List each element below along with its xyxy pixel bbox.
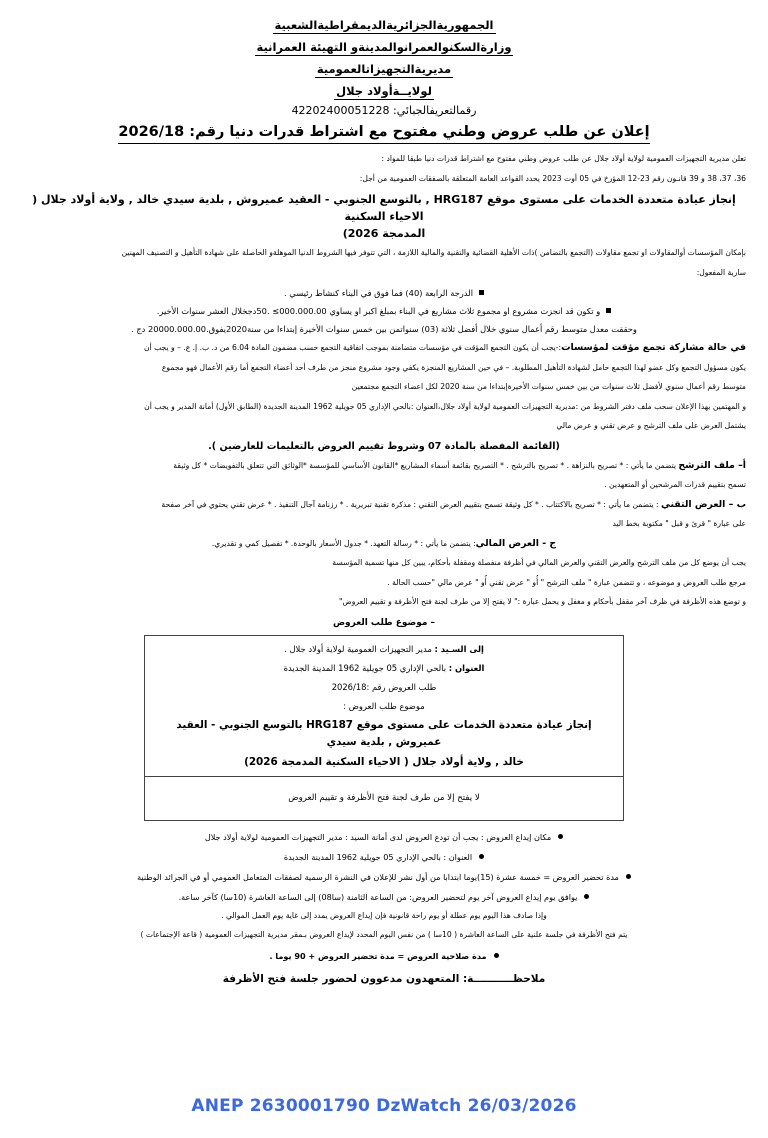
letterhead-line-ministry: وزارةالسكنوالعمرانوالمدينةو التهيئة العمرانية	[256, 40, 512, 54]
temporary-group-paragraph-4: و المهتمين بهذا الإعلان سحب ملف دفتر الشروط من :مديرية التجهيزات العمومية لولاية أولاد جلال،العنوان :بالحي الإداري 05 جويلية 1962 المدينة الجديدة (الطابق الأول) أمانة المدير و يجب أن	[144, 401, 746, 411]
envelope-rule-2: مرجع طلب العروض و موضوعه ، و تتضمن عبارة " ملف الترشح " أُو " عرض تقني أُو " عرض مالي "حسب الحالة .	[387, 577, 746, 587]
list-item	[22, 948, 746, 964]
letterhead-line-wilaya: لولايــةأولاد جلال	[336, 84, 432, 98]
round-bullet-icon	[558, 834, 563, 839]
offer-validity-text: مدة صلاحية العروض = مدة تحضير العروض + 90 يوما .	[269, 950, 487, 961]
eligibility-conditions-list	[22, 285, 746, 337]
remark-label: ملاحظـــــــــــة:	[462, 972, 546, 985]
eligibility-paragraph: بإمكان المؤسسات أوالمقاولات او تجمع مقاولات (التجمع بالتضامن )ذات الأهلية القضائية والتقنية والمالية اللازمة ، التي تتوفر فيها الشروط الدنيا الموهلةو الحاصلة على شهادة التأهيل و التصنيف المهنين	[121, 248, 746, 257]
footer	[0, 1096, 768, 1116]
temporary-group-paragraph-3: متوسط رقم أعمال سنوي لأفضل ثلاث سنوات من بين خمس سنوات الأخيرةإبتداءا من سنة 2020 لكل اعضاء التجمع مجتمعين	[351, 382, 746, 391]
letterhead-line-republic: الجمهوريةالجزائريةالديمقراطيةالشعبية	[274, 18, 494, 32]
offers-evaluation-headline: (القائمة المفصلة بالمادة 07 وشروط تقييم العروض بالتعليمات للعارضين ).	[208, 440, 560, 452]
section-c-financial-offer	[22, 537, 746, 552]
deposit-item-text: العنوان : بالحي الإداري 05 جويلية 1962 المدينة الجديدة	[283, 851, 473, 862]
temporary-group-paragraph-1	[22, 341, 746, 356]
round-bullet-icon	[584, 894, 589, 899]
condition-text: الدرجة الرابعة (40) فما فوق في البناء كنشاط رئيسي .	[284, 288, 473, 298]
temporary-group-paragraph-2: يكون مسؤول التجمع وكل عضو لهذا التجمع حامل لشهادة التأهيل المطلوبة. – في حين المشاريع المنجزة يكفي وجود مشروع منجز من طرف أحد أعضاء التجمع أما رقم الأعمال فهو مجموع	[161, 362, 746, 372]
section-c-label: ج - العرض المالي	[475, 537, 557, 549]
letterhead-line-directorate: مديريةالتجهيزاتالعمومية	[316, 62, 452, 76]
request-box-to-line	[157, 641, 611, 657]
project-title-line-2: المدمجة 2026)	[342, 227, 426, 240]
condition-text: و تكون قد انجزت مشروع او مجموع ثلاث مشاريع في البناء بمبلغ اكبر او يساوي 000.000.00≥ .50دجخلال العشر سنوات الأخير.	[156, 306, 601, 316]
project-title	[22, 191, 746, 242]
tax-identification-number: رقمالتعريفالجبائي: 42202400051228	[291, 104, 477, 117]
list-item	[22, 303, 746, 319]
section-b-technical-offer	[22, 498, 746, 513]
list-item	[22, 321, 746, 337]
request-box-to-label: إلى السـيد :	[434, 643, 484, 654]
request-box-tender-number: طلب العروض رقم :2026/18	[331, 681, 437, 692]
request-box-address-label: العنوان :	[448, 662, 485, 673]
section-a-text-continued: تسمح بتقييم قدرات المرشحين أو المتعهدين .	[604, 480, 746, 489]
envelope-opening-note: يتم فتح الأظرفة في جلسة علنية على الساعة العاشرة ( 10سا ) من نفس اليوم المحدد لإيداع العروض بـمقر مديرية التجهيزات العمومية ( قاعة الإجتماعات )	[140, 930, 628, 940]
remark-line	[22, 970, 746, 988]
request-box-address-cell	[145, 636, 623, 776]
request-box-subject-label: موضوع طلب العروض :	[343, 700, 425, 711]
list-item	[22, 285, 746, 301]
round-bullet-icon	[626, 874, 631, 879]
project-title-line-1: إنجاز عيادة متعددة الخدمات على مستوى موقع HRG187 , بالتوسع الجنوبي - العقيد عميروش , بلدية سيدي خالد , ولاية أولاد جلال ( الاحياء السكنية	[32, 193, 736, 223]
envelope-rule-3: و توضع هذه الأظرفة في ظرف آخر مقفل بأحكام و مغفل و يحمل عبارة :" لا يفتح إلا من طرف لجنة فتح الأظرفة و تقييم العروض"	[339, 597, 746, 606]
deposit-item-text: يوافق يوم إيداع العروض آخر يوم لتحضير العروض: من الساعة الثامنة (سا08) إلى الساعة العاشرة (10سا) كآخر ساعة.	[178, 891, 578, 902]
temporary-group-heading: في حالة مشاركة تجمع مؤقت لمؤسسات	[561, 342, 746, 353]
deposit-item-text: مكان إيداع العروض : يجب أن تودع العروض لدى أمانة السيد : مدير التجهيزات العمومية لولاية أولاد جلال	[204, 831, 552, 842]
section-b-text-continued: على عبارة " قرئ و قبل " مكتوبة بخط اليد	[612, 519, 746, 528]
envelope-rule-1: يجب أن يوضع كل من ملف الترشح والعرض التقني والعرض المالي في أظرفة منفصلة ومقفلة بأحكام، يبين كل منها تسمية المؤسسة	[332, 558, 746, 567]
section-a-candidacy-file	[22, 459, 746, 474]
intro-paragraph-2: 36، 37، 38 و 39 قانـون رقم 23-12 المؤرخ في 05 أوت 2023 يحدد القواعد العامة المتعلقة بالصفقات العمومية من أجل:	[359, 173, 746, 183]
request-box-subject-line-2: خالد , ولاية أولاد جلال ( الاحياء السكنية المدمجة 2026)	[244, 755, 524, 768]
offer-envelope-template-box	[144, 635, 624, 821]
section-c-text: : يتضمن ما يأتي : * رسالة التعهد. * جدول الأسعار بالوحدة. * تفصيل كمي و تقديري.	[211, 538, 476, 548]
eligibility-validity: سارية المفعول:	[696, 267, 746, 277]
letterhead	[22, 14, 746, 150]
list-item	[22, 829, 746, 845]
request-box-sealed-note: لا يفتح إلا من طرف لجنة فتح الأظرفة و تقييم العروض	[288, 793, 480, 804]
temporary-group-paragraph-5: يشتمل العرض على ملف الترشح و عرض تقني و عرض مالي	[556, 421, 746, 430]
offers-subject-marker: – موضوع طلب العروض	[332, 617, 436, 628]
request-box-address-line	[157, 660, 611, 676]
offer-validity-list	[22, 948, 746, 964]
list-item	[22, 869, 746, 885]
request-box-sealed-cell	[145, 776, 623, 820]
deposit-info-list	[22, 829, 746, 905]
section-a-label: أ– ملف الترشح	[678, 459, 746, 471]
request-box-to-value: مدير التجهيزات العمومية لولاية أولاد جلال .	[284, 643, 435, 654]
section-b-label: ب – العرض التقني	[661, 498, 746, 510]
section-b-text: : يتضمن ما يأتي : * تصريح بالاكتتاب . * كل وثيقة تسمح بتقييم العرض التقني : مذكرة تقنية تبريرية . * رزنامة آجال التنفيذ . * عرض تقني يحتوي في آخر صفحة	[161, 499, 661, 509]
deposit-holiday-note: وإذا صادف هذا اليوم يوم عطلة أو يوم راحة قانونية فإن إيداع العروض يمدد إلى غاية يوم العمل الموالي .	[221, 910, 547, 920]
intro-paragraph-1: تعلن مديرية التجهيزات العمومية لولاية أولاد جلال عن طلب عروض وطني مفتوح مع اشتراط قدرات دنيا طبقا للمواد :	[381, 154, 746, 163]
condition-text: وحققت معدل متوسط رقم أعمال سنوي خلال أفضل ثلاثة (03) سنواتمن بين خمس سنوات الأخيرة إبتداءا من سنة2020يفوق.20000.000.00 دج .	[131, 324, 637, 334]
square-bullet-icon	[479, 290, 484, 295]
request-box-subject-line-1: إنجاز عيادة متعددة الخدمات على مستوى موقع HRG187 بالتوسع الجنوبي - العقيد عميروش , بلدية سيدي	[176, 718, 592, 748]
deposit-item-text: مدة تحضير العروض = خمسة عشرة (15)يوما ابتدابا من أول نشر للإعلان في النشرة الرسمية لصفقات المتعامل العمومي أو في الجرائد الوطنية	[137, 871, 619, 882]
anep-reference: ANEP 2630001790 DzWatch 26/03/2026	[191, 1096, 577, 1116]
round-bullet-icon	[479, 854, 484, 859]
list-item	[22, 849, 746, 865]
remark-text: المتعهدون مدعوون لحضور جلسة فتح الأظرفة	[222, 972, 463, 985]
temporary-group-text-1: :-يجب أن يكون التجمع المؤقت في مؤسسات متضامنة بموجب اتفاقية التجمع حسب مضمون المادة 6.04 من د. ب. إ. ع. – و يجب أن	[144, 343, 562, 352]
round-bullet-icon	[494, 953, 499, 958]
request-box-address-value: بالحي الإداري 05 جويلية 1962 المدينة الجديدة	[283, 662, 449, 673]
square-bullet-icon	[606, 308, 611, 313]
section-a-text: يتضمن ما يأتي : * تصريح بالنزاهة . * تصريح بالترشح . * التصريح بقائمة أسماء المشاريع *القانون الأساسي للمؤسسة *الوثائق التي تتعلق بالتفويضات * كل وثيقة	[173, 460, 679, 470]
list-item	[22, 889, 746, 905]
announcement-title: إعلان عن طلب عروض وطني مفتوح مع اشتراط قدرات دنيا رقم: 2026/18	[118, 122, 649, 144]
